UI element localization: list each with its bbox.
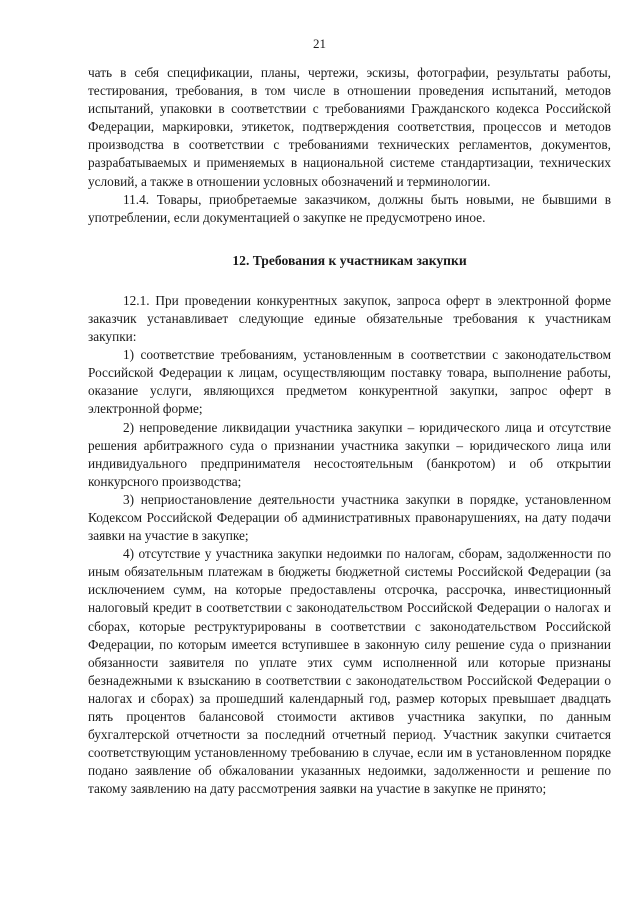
clause-12-1: 12.1. При проведении конкурентных закупок, запроса оферт в электронной форме заказчик устанавливает следующие единые обязательные требования к участникам закупки: (88, 292, 611, 345)
requirement-item-4: 4) отсутствие у участника закупки недоимки по налогам, сборам, задолженности по иным обязательным платежам в бюджеты бюджетной системы Российской Федерации (за исключением сумм, на которые предоставлены отсрочка, рассрочка, инвестиционный налоговый кредит в соответствии с законодательством Российской Федерации о налогах и сборах, которые реструктурированы в соответствии с законодательством Российской Федерации, по которым имеется вступившее в законную силу решение суда о признании обязанности заявителя по уплате этих сумм исполненной или которые признаны безнадежными к взысканию в соответствии с законодательством Российской Федерации о налогах и сборах) за прошедший календарный год, размер которых превышает двадцать пять процентов балансовой стоимости активов участника закупки, по данным бухгалтерской отчетности за последний отчетный период. Участник закупки считается соответствующим установленному требованию в случае, если им в установленном порядке подано заявление об обжаловании указанных недоимки, задолженности и решение по такому заявлению на дату рассмотрения заявки на участие в закупке не принято; (88, 546, 611, 797)
continuation-paragraph: чать в себя спецификации, планы, чертежи, эскизы, фотографии, результаты работы, тестирования, требования, в том числе в отношении проведения испытаний, методов испытаний, упаковки в соответствии с требованиями Гражданского кодекса Российской Федерации, маркировки, этикеток, подтверждения соответствия, процессов и методов производства в соответствии с требованиями технических регламентов, документов, разрабатываемых и применяемых в национальной системе стандартизации, технических условий, а также в отношении условных обозначений и терминологии. (88, 65, 611, 189)
section-12-heading: 12. Требования к участникам закупки (232, 252, 467, 268)
requirement-item-3: 3) неприостановление деятельности участника закупки в порядке, установленном Кодексом Российской Федерации об административных правонарушениях, на дату подачи заявки на участие в закупке; (88, 491, 611, 544)
requirement-item-2: 2) непроведение ликвидации участника закупки – юридического лица и отсутствие решения арбитражного суда о признании участника закупки – юридического лица или индивидуального предпринимателя несостоятельным (банкротом) и об открытии конкурсного производства; (88, 419, 611, 489)
page-number: 21 (313, 36, 326, 51)
document-body (88, 64, 611, 798)
requirement-item-1: 1) соответствие требованиям, установленным в соответствии с законодательством Российской Федерации к лицам, осуществляющим поставку товара, выполнение работы, оказание услуги, являющихся предметом конкурентной закупки, запрос оферт в электронной форме; (88, 347, 611, 417)
clause-11-4: 11.4. Товары, приобретаемые заказчиком, должны быть новыми, не бывшими в употреблении, если документацией о закупке не предусмотрено иное. (88, 191, 611, 225)
